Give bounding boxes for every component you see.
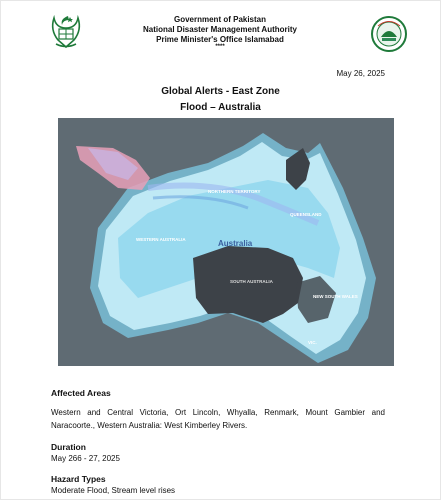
label-new-south-wales: NEW SOUTH WALES [313, 294, 358, 299]
label-western-australia: WESTERN AUSTRALIA [136, 237, 186, 242]
header-ndma: National Disaster Management Authority [143, 25, 297, 34]
label-queensland: QUEENSLAND [290, 212, 322, 217]
header-pm-office: Prime Minister's Office Islamabad [156, 35, 284, 44]
affected-areas-heading: Affected Areas [51, 388, 111, 398]
duration-heading: Duration [51, 442, 86, 452]
hazard-types-text: Moderate Flood, Stream level rises [51, 486, 176, 495]
label-country: Australia [218, 239, 253, 248]
report-title: Global Alerts - East Zone [161, 86, 280, 97]
ndma-logo-icon [370, 15, 408, 53]
report-subtitle: Flood – Australia [180, 102, 261, 113]
header-government: Government of Pakistan [173, 15, 267, 24]
label-south-australia: SOUTH AUSTRALIA [230, 279, 273, 284]
report-date: May 26, 2025 [336, 69, 385, 78]
label-victoria: VIC. [308, 340, 317, 345]
header-stars: **** [215, 44, 225, 50]
pakistan-emblem-icon [48, 14, 84, 50]
affected-areas-text: Western and Central Victoria, Ort Lincoln, Whyalla, Renmark, Mount Gambier and Naracoorte., Western Australia: West Kimberley Rivers. [51, 408, 385, 430]
label-northern-territory: NORTHERN TERRITORY [208, 189, 261, 194]
hazard-types-heading: Hazard Types [51, 474, 106, 484]
duration-text: May 266 - 27, 2025 [51, 454, 120, 463]
flood-map [58, 118, 394, 366]
